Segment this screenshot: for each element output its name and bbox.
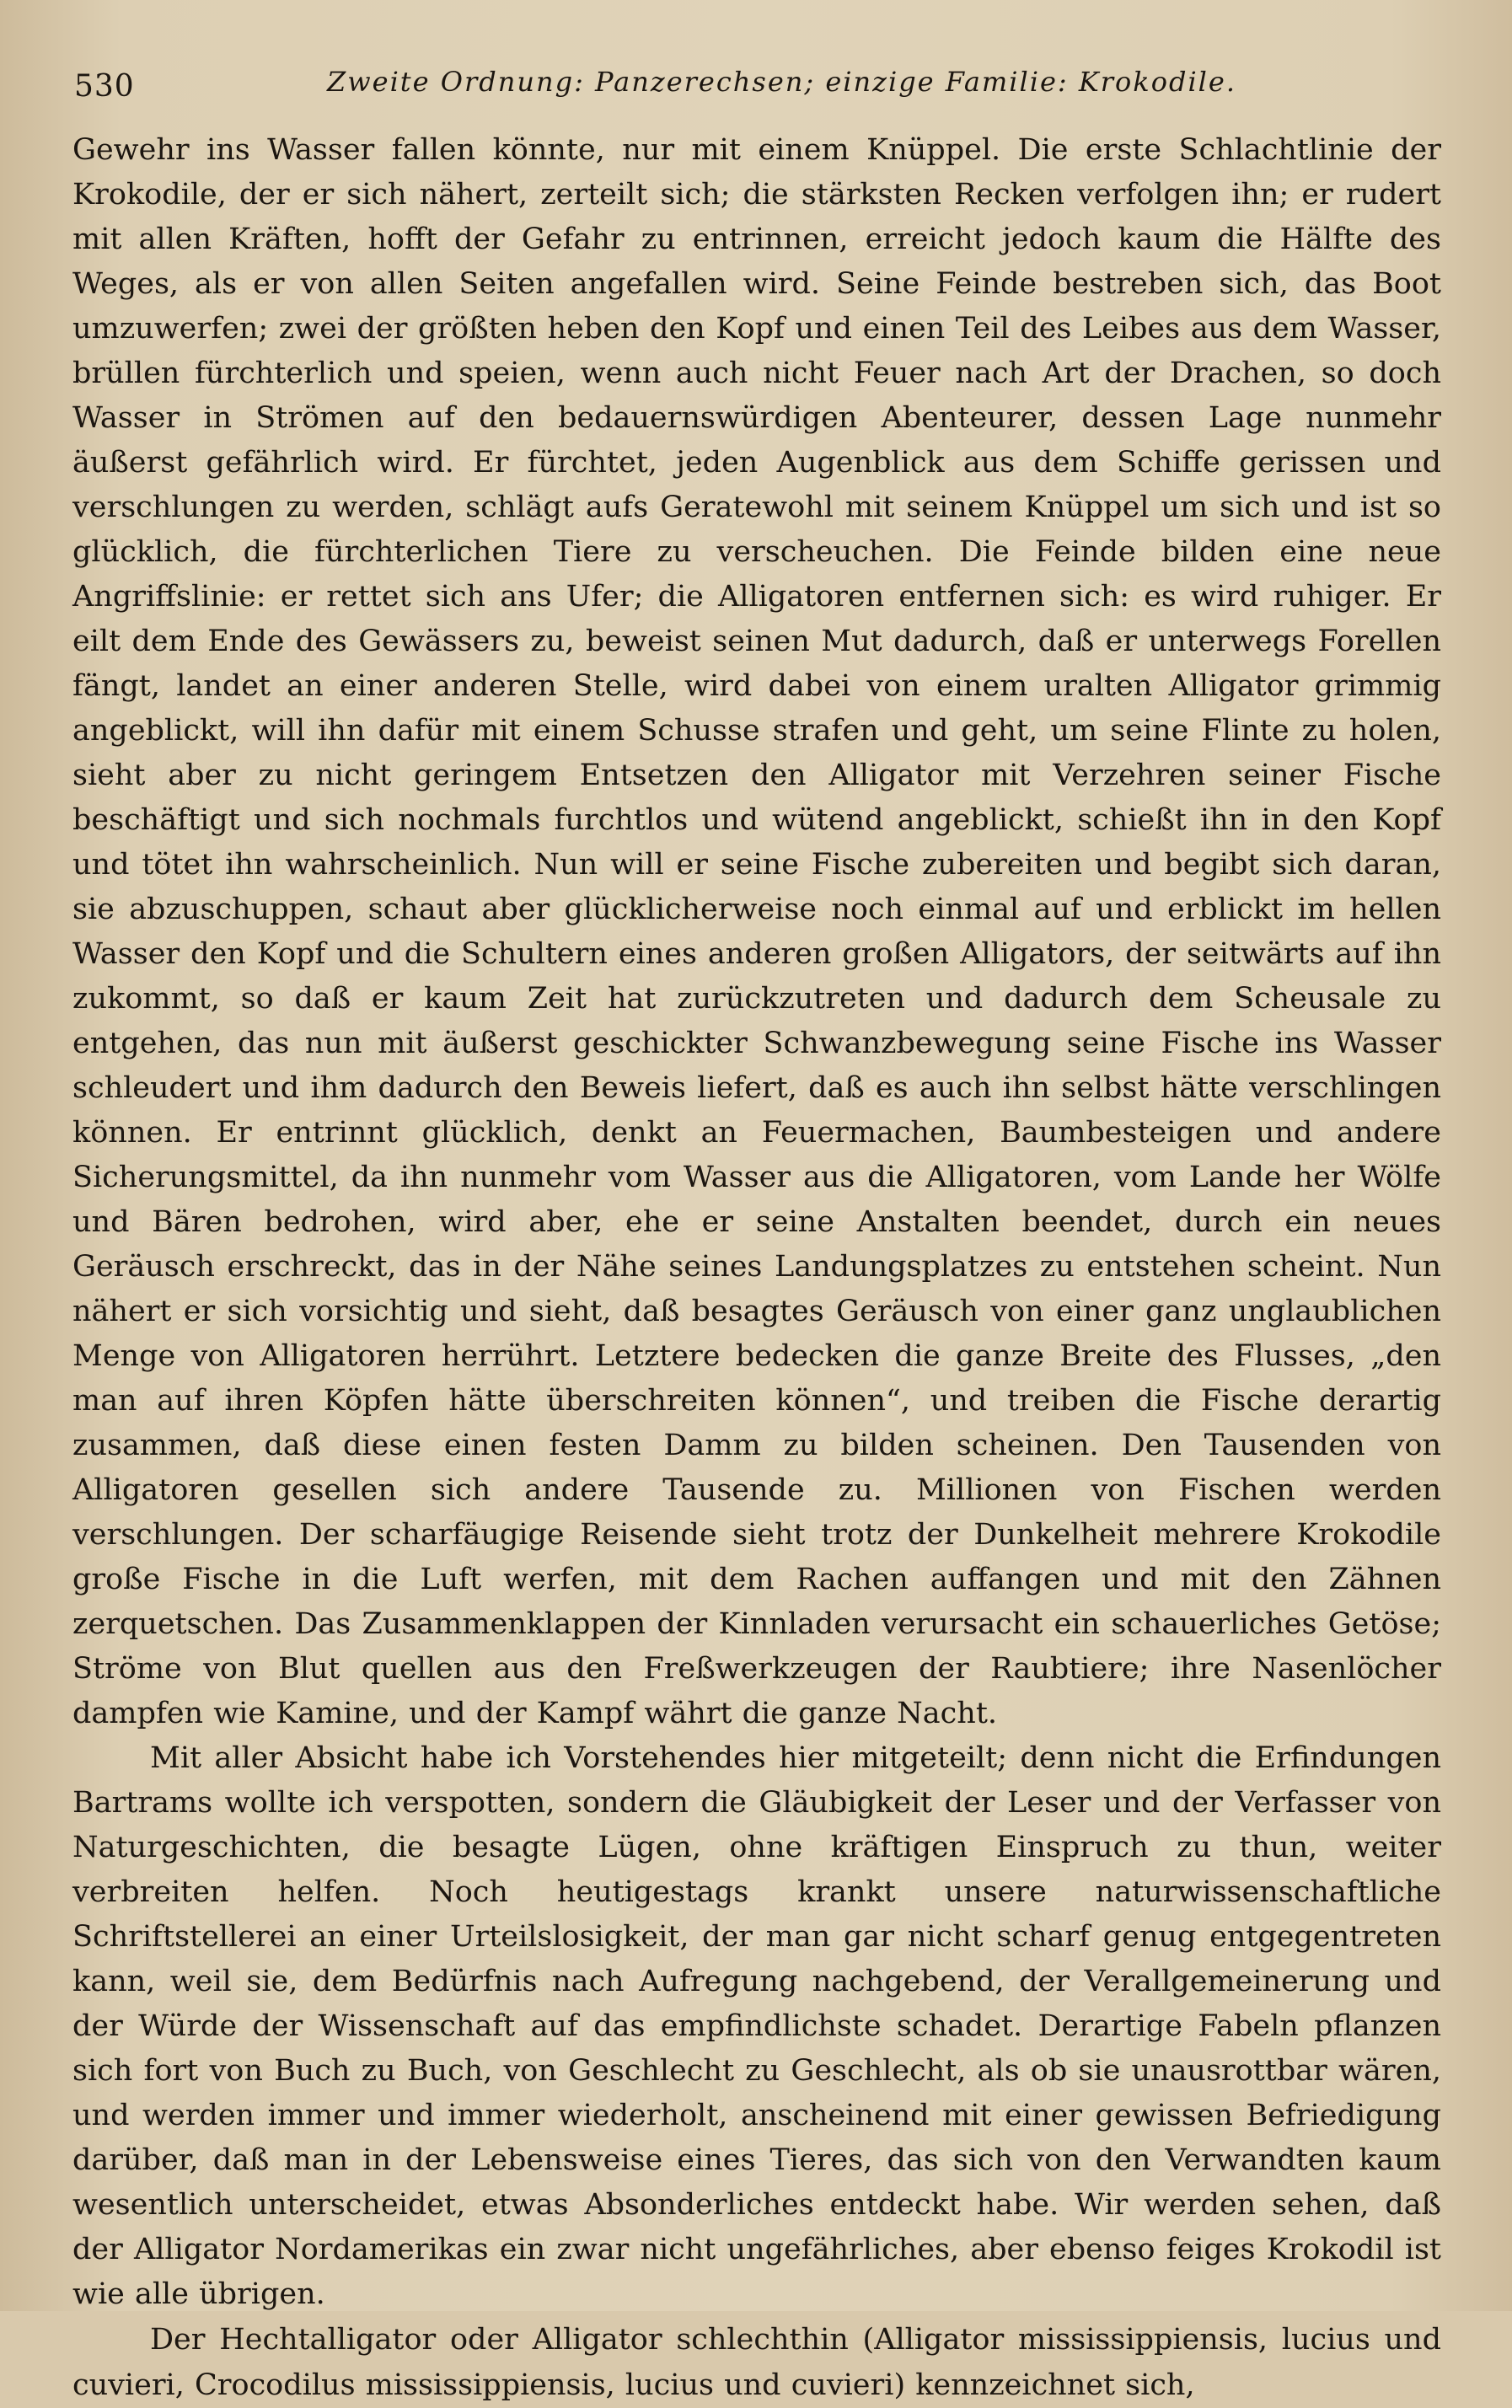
paragraph-hechtalligator: Der Hechtalligator oder Alligator schlechthin (Alligator mississippiensis, lucius und cuvieri, Crocodilus mississippiensis, lucius und cuvieri) kennzeichnet sich, — [72, 2323, 1441, 2402]
page-number: 530 — [74, 69, 135, 104]
body-text — [72, 128, 1441, 2408]
paragraph-commentary: Mit aller Absicht habe ich Vorstehendes hier mitgeteilt; denn nicht die Erfindungen Bartrams wollte ich verspotten, sondern die Gläubigkeit der Leser und der Verfasser von Naturgeschichten, die besagte Lügen, ohne kräftigen Einspruch zu thun, weiter verbreiten helfen. Noch heutigestags krankt unsere naturwissenschaftliche Schriftstellerei an einer Urteilslosigkeit, der man gar nicht scharf genug entgegentreten kann, weil sie, dem Bedürfnis nach Aufregung nachgebend, der Verallgemeinerung und der Würde der Wissenschaft auf das empfindlichste schadet. Derartige Fabeln pflanzen sich fort von Buch zu Buch, von Geschlecht zu Geschlecht, als ob sie unausrottbar wären, und werden immer und immer wiederholt, anscheinend mit einer gewissen Befriedigung darüber, daß man in der Lebensweise eines Tieres, das sich von den Verwandten kaum wesentlich unterscheidet, etwas Absonderliches entdeckt habe. Wir werden sehen, daß der Alligator Nordamerikas ein zwar nicht ungefährliches, aber ebenso feiges Krokodil ist wie alle übrigen. — [72, 1741, 1441, 2311]
running-title: Zweite Ordnung: Panzerechsen; einzige Familie: Krokodile. — [327, 66, 1237, 98]
running-head — [74, 61, 1440, 108]
paragraph-bartram-account: Gewehr ins Wasser fallen könnte, nur mit einem Knüppel. Die erste Schlachtlinie der Krokodile, der er sich nähert, zerteilt sich; die stärksten Recken verfolgen ihn; er rudert mit allen Kräften, hofft der Gefahr zu entrinnen, erreicht jedoch kaum die Hälfte des Weges, als er von allen Seiten angefallen wird. Seine Feinde bestreben sich, das Boot umzuwerfen; zwei der größten heben den Kopf und einen Teil des Leibes aus dem Wasser, brüllen fürchterlich und speien, wenn auch nicht Feuer nach Art der Drachen, so doch Wasser in Strömen auf den bedauernswürdigen Abenteurer, dessen Lage nunmehr äußerst gefährlich wird. Er fürchtet, jeden Augenblick aus dem Schiffe gerissen und verschlungen zu werden, schlägt aufs Geratewohl mit seinem Knüppel um sich und ist so glücklich, die fürchterlichen Tiere zu verscheuchen. Die Feinde bilden eine neue Angriffslinie: er rettet sich ans Ufer; die Alligatoren entfernen sich: es wird ruhiger. Er eilt dem Ende des Gewässers zu, beweist seinen Mut dadurch, daß er unterwegs Forellen fängt, landet an einer anderen Stelle, wird dabei von einem uralten Alligator grimmig angeblickt, will ihn dafür mit einem Schusse strafen und geht, um seine Flinte zu holen, sieht aber zu nicht geringem Entsetzen den Alligator mit Verzehren seiner Fische beschäftigt und sich nochmals furchtlos und wütend angeblickt, schießt ihn in den Kopf und tötet ihn wahrscheinlich. Nun will er seine Fische zubereiten und begibt sich daran, sie abzuschuppen, schaut aber glücklicherweise noch einmal auf und erblickt im hellen Wasser den Kopf und die Schultern eines anderen großen Alligators, der seitwärts auf ihn zukommt, so daß er kaum Zeit hat zurückzutreten und dadurch dem Scheusale zu entgehen, das nun mit äußerst geschickter Schwanzbewegung seine Fische ins Wasser schleudert und ihm dadurch den Beweis liefert, daß es auch ihn selbst hätte verschlingen können. Er entrinnt glücklich, denkt an Feuermachen, Baumbesteigen und andere Sicherungsmittel, da ihn nunmehr vom Wasser aus die Alligatoren, vom Lande her Wölfe und Bären bedrohen, wird aber, ehe er seine Anstalten beendet, durch ein neues Geräusch erschreckt, das in der Nähe seines Landungsplatzes zu entstehen scheint. Nun nähert er sich vorsichtig und sieht, daß besagtes Geräusch von einer ganz unglaublichen Menge von Alligatoren herrührt. Letztere bedecken die ganze Breite des Flusses, „den man auf ihren Köpfen hätte überschreiten können“, und treiben die Fische derartig zusammen, daß diese einen festen Damm zu bilden scheinen. Den Tausenden von Alligatoren gesellen sich andere Tausende zu. Millionen von Fischen werden verschlungen. Der scharfäugige Reisende sieht trotz der Dunkelheit mehrere Krokodile große Fische in die Luft werfen, mit dem Rachen auffangen und mit den Zähnen zerquetschen. Das Zusammenklappen der Kinnladen verursacht ein schauerliches Getöse; Ströme von Blut quellen aus den Freßwerkzeugen der Raubtiere; ihre Nasenlöcher dampfen wie Kamine, und der Kampf währt die ganze Nacht. — [72, 133, 1441, 1730]
